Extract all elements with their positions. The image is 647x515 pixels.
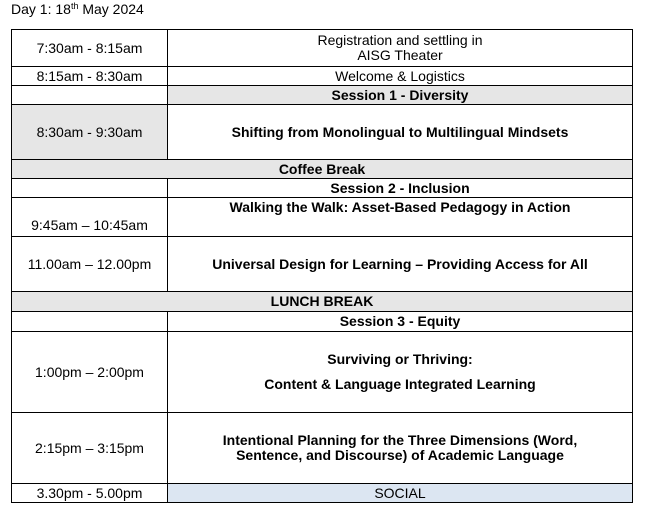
event-line: AISG Theater: [357, 47, 443, 63]
event-line: Content & Language Integrated Learning: [264, 376, 536, 392]
schedule-row-academic-language: [12, 413, 633, 484]
session-heading-row: [12, 179, 633, 198]
time-cell: 8:15am - 8:30am: [12, 67, 168, 86]
break-heading: Coffee Break: [12, 160, 633, 179]
time-cell: 1:00pm – 2:00pm: [12, 332, 168, 413]
blank-cell: [12, 179, 168, 198]
time-cell: 7:30am - 8:15am: [12, 30, 168, 67]
blank-cell: [12, 86, 168, 105]
session-heading: Session 2 - Inclusion: [168, 179, 633, 198]
event-cell: Shifting from Monolingual to Multilingual Mindsets: [168, 105, 633, 160]
schedule-row-clil: [12, 332, 633, 413]
event-line: Registration and settling in: [317, 32, 483, 48]
event-cell: [168, 332, 633, 413]
schedule-row-session1: [12, 105, 633, 160]
time-cell: 9:45am – 10:45am: [12, 198, 168, 237]
break-heading: LUNCH BREAK: [12, 292, 633, 312]
schedule-row-udl: [12, 237, 633, 292]
event-line: Surviving or Thriving:: [327, 351, 473, 367]
session-heading-row: [12, 312, 633, 332]
day-heading-ordinal: th: [70, 1, 79, 11]
break-row: [12, 160, 633, 179]
event-cell: Walking the Walk: Asset-Based Pedagogy in Action: [168, 198, 633, 237]
event-cell: [168, 30, 633, 67]
time-cell: 8:30am - 9:30am: [12, 105, 168, 160]
schedule-row-welcome: [12, 67, 633, 86]
session-heading-row: [12, 86, 633, 105]
day-heading-suffix: May 2024: [78, 1, 144, 17]
day-heading: [11, 1, 144, 17]
time-cell: 3.30pm - 5.00pm: [12, 484, 168, 503]
event-cell: Welcome & Logistics: [168, 67, 633, 86]
session-heading: Session 1 - Diversity: [168, 86, 633, 105]
schedule-row-walking: [12, 198, 633, 237]
event-cell: SOCIAL: [168, 484, 633, 503]
day-heading-prefix: Day 1: 18: [11, 1, 71, 17]
session-heading: Session 3 - Equity: [168, 312, 633, 332]
blank-cell: [12, 312, 168, 332]
time-cell: 2:15pm – 3:15pm: [12, 413, 168, 484]
break-row: [12, 292, 633, 312]
schedule-table: [11, 29, 633, 503]
schedule-row-registration: [12, 30, 633, 67]
time-cell: 11.00am – 12.00pm: [12, 237, 168, 292]
event-cell: Universal Design for Learning – Providing Access for All: [168, 237, 633, 292]
event-cell: Intentional Planning for the Three Dimensions (Word, Sentence, and Discourse) of Academic Language: [168, 413, 633, 484]
schedule-row-social: [12, 484, 633, 503]
